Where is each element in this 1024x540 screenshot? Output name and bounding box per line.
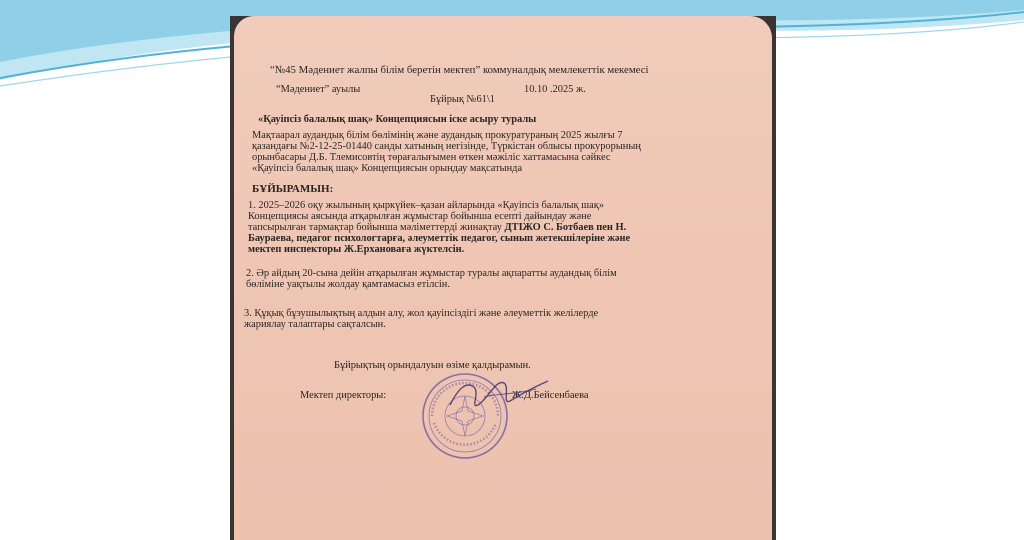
item1-line: 1. 2025–2026 оқу жылының қыркүйек–қазан айларында «Қауіпсіз балалық шақ» (248, 200, 605, 211)
item3-line: 3. Құқық бұзушылықтың алдын алу, жол қауіпсіздігі және әлеуметтік желілерде (244, 308, 599, 319)
order-date: 10.10 .2025 ж. (524, 84, 586, 95)
village-line: “Мәдениет” ауылы (276, 84, 361, 95)
document-photo (230, 16, 776, 540)
paper-sheet (234, 16, 772, 540)
intro-line: қазандағы №2-12-25-01440 санды хатының негізінде, Түркістан облысы прокурорының (252, 141, 641, 152)
item1-line: Концепциясы аясында атқарылған жұмыстар бойынша есепті дайындау және (248, 211, 592, 222)
institution-line: “№45 Мәдениет жалпы білім беретін мектеп” коммуналдық мемлекеттік мекемесі (270, 64, 649, 76)
director-label: Мектеп директоры: (300, 390, 387, 401)
item1-line: мектеп инспекторы Ж.Ерхановаға жүктелсін. (248, 244, 465, 255)
item3-line: жариялау талаптары сақталсын. (244, 319, 386, 330)
item2-line: бөліміне уақтылы жолдау қамтамасыз етілсін. (246, 279, 450, 290)
order-document (234, 16, 772, 540)
intro-line: Мақтаарал аудандық білім бөлімінің және аудандық прокуратураның 2025 жылғы 7 (252, 130, 623, 141)
order-heading: БҰЙЫРАМЫН: (252, 183, 334, 195)
item1-line: Баураева, педагог психологтарға, әлеуметтік педагог, сынып жетекшілеріне және (248, 233, 631, 244)
order-number: Бұйрық №61\1 (430, 94, 495, 105)
item2-line: 2. Әр айдың 20-сына дейін атқарылған жұмыстар туралы ақпаратты аудандық білім (246, 268, 617, 279)
director-name: Ж.Д.Бейсенбаева (512, 390, 589, 401)
intro-line: орынбасары Д.Б. Тлемисовтің төрағалығымен өткен мәжіліс хаттамасына сәйкес (252, 152, 611, 163)
item1-text: тапсырылған тармақтар бойынша мәліметтерді жинақтау (248, 222, 505, 233)
order-title: «Қауіпсіз балалық шақ» Концепциясын іске асыру туралы (258, 114, 537, 125)
item1-responsible: ДТІЖО С. Ботбаев пен Н. (504, 222, 627, 233)
intro-line: «Қауіпсіз балалық шақ» Концепциясын орындау мақсатында (252, 163, 523, 174)
closing-line: Бұйрықтың орындалуын өзіме қалдырамын. (334, 360, 531, 371)
director-signature (444, 371, 554, 421)
